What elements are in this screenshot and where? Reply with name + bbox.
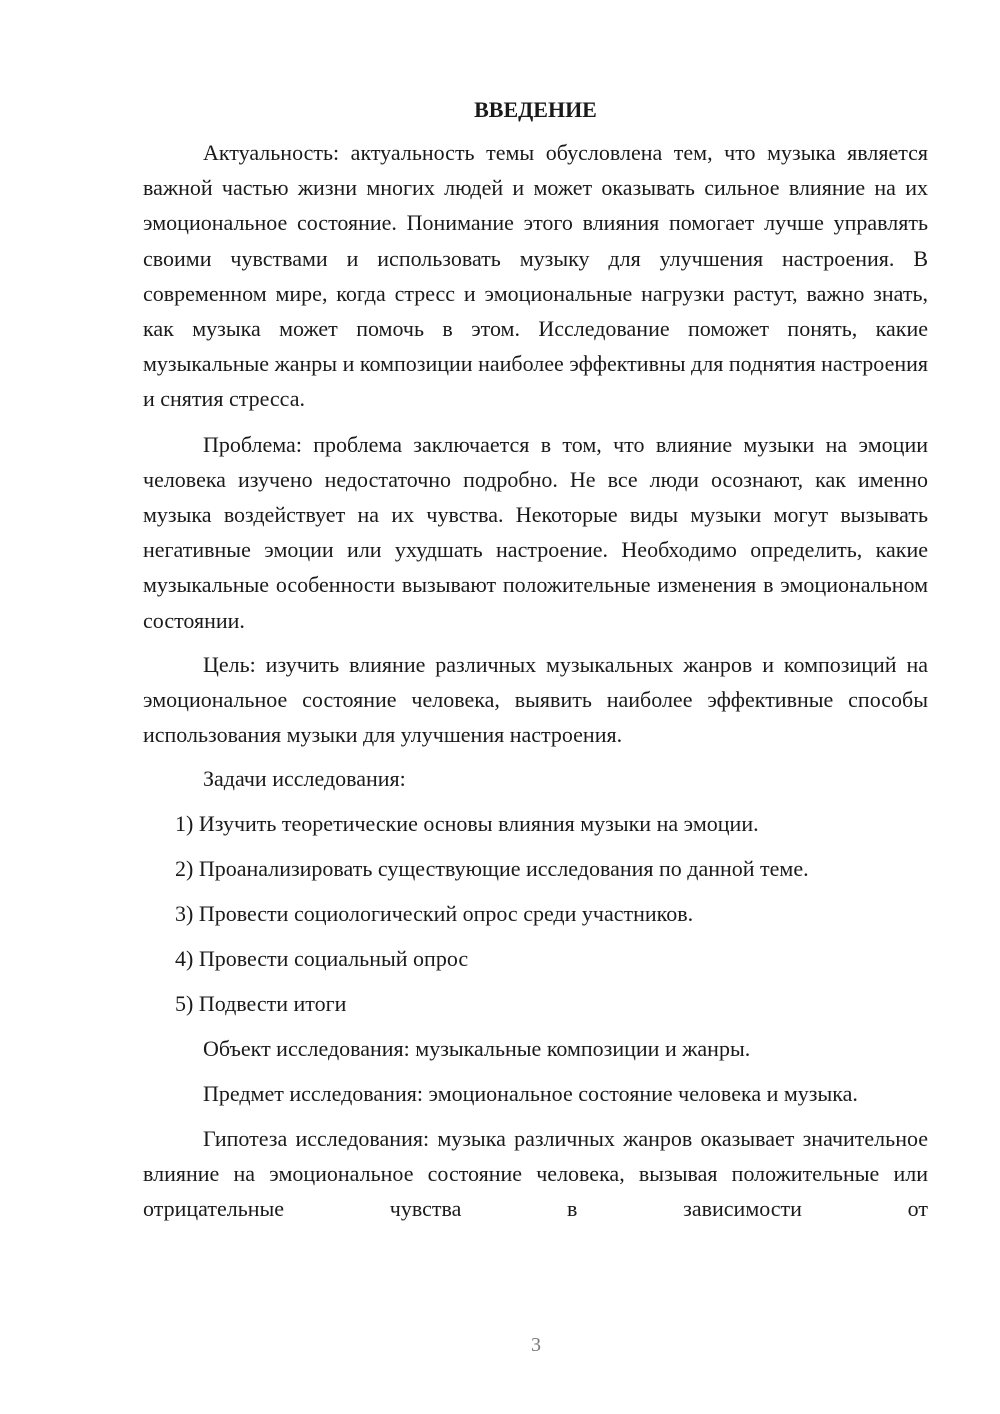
document-page bbox=[143, 92, 928, 1235]
hypothesis-paragraph: Гипотеза исследования: музыка различных жанров оказывает значительное влияние на эмоциональное состояние человека, вызывая положительные или отрицательные чувства в зависимости от bbox=[143, 1125, 928, 1222]
section-title: ВВЕДЕНИЕ bbox=[474, 97, 597, 122]
tasks-heading: Задачи исследования: bbox=[203, 766, 406, 792]
subject-paragraph: Предмет исследования: эмоциональное состояние человека и музыка. bbox=[203, 1081, 858, 1107]
page-number: 3 bbox=[531, 1334, 541, 1356]
task-item: 1) Изучить теоретические основы влияния музыки на эмоции. bbox=[175, 811, 759, 837]
task-item: 5) Подвести итоги bbox=[175, 991, 347, 1017]
task-item: 3) Провести социологический опрос среди участников. bbox=[175, 901, 694, 927]
relevance-paragraph: Актуальность: актуальность темы обусловлена тем, что музыка является важной частью жизни многих людей и может оказывать сильное влияние на их эмоциональное состояние. Понимание этого влияния помогает лучше управлять своими чувствами и использовать музыку для улучшения настроения. В современном мире, когда стресс и эмоциональные нагрузки растут, важно знать, как музыка может помочь в этом. Исследование поможет понять, какие музыкальные жанры и композиции наиболее эффективны для поднятия настроения и снятия стресса. bbox=[143, 140, 928, 412]
task-item: 2) Проанализировать существующие исследования по данной теме. bbox=[175, 856, 809, 882]
problem-paragraph: Проблема: проблема заключается в том, что влияние музыки на эмоции человека изучено недостаточно подробно. Не все люди осознают, как именно музыка воздействует на их чувства. Некоторые виды музыки могут вызывать негативные эмоции или ухудшать настроение. Необходимо определить, какие музыкальные особенности вызывают положительные изменения в эмоциональном состоянии. bbox=[143, 431, 928, 633]
object-paragraph: Объект исследования: музыкальные композиции и жанры. bbox=[203, 1036, 751, 1062]
task-item: 4) Провести социальный опрос bbox=[175, 946, 469, 972]
goal-paragraph: Цель: изучить влияние различных музыкальных жанров и композиций на эмоциональное состояние человека, выявить наиболее эффективные способы использования музыки для улучшения настроения. bbox=[143, 651, 928, 748]
